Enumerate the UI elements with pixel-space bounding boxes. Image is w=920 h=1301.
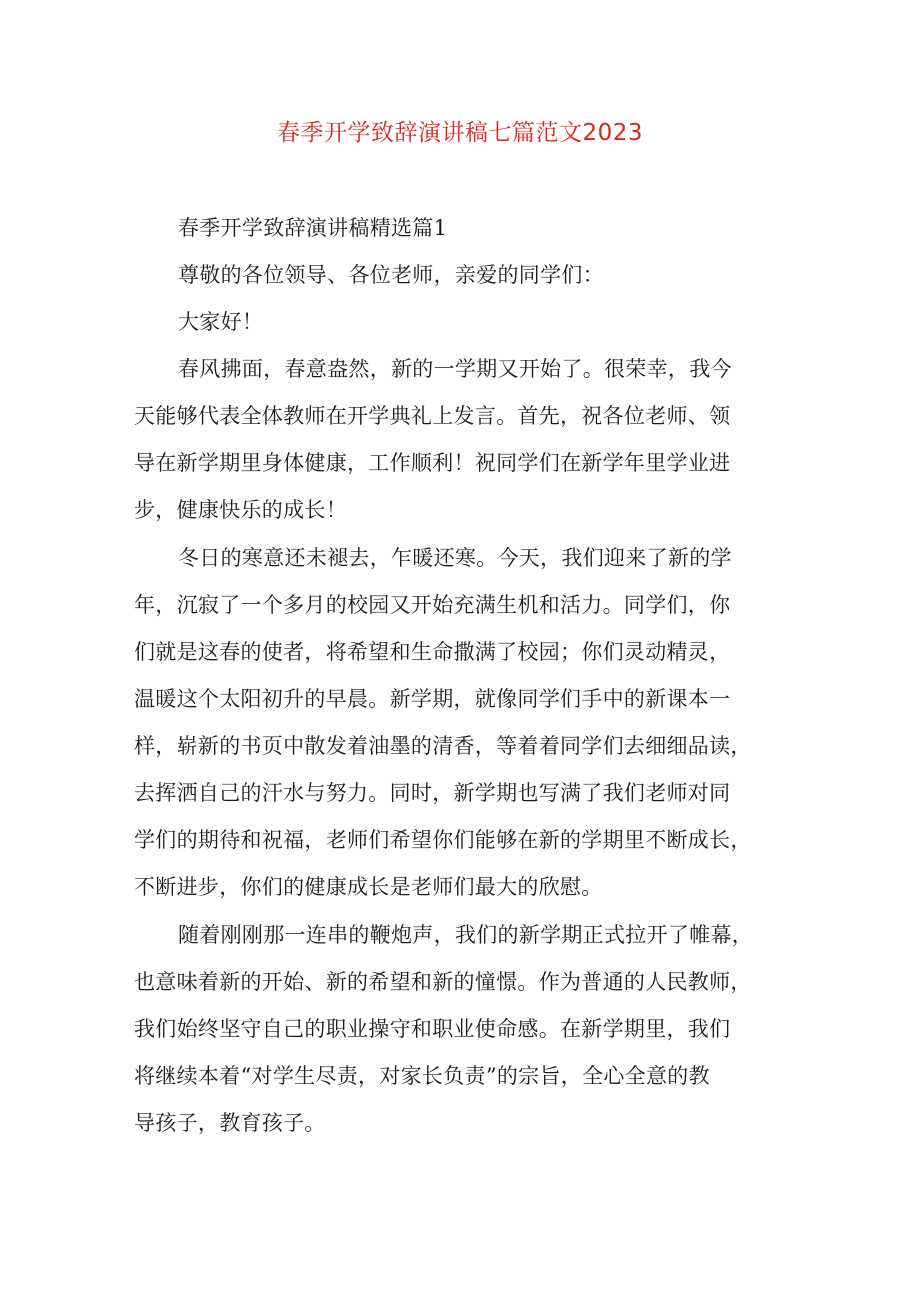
paragraph-line: 不断进步，你们的健康成长是老师们最大的欣慰。 bbox=[134, 875, 603, 899]
paragraph-line: 年，沉寂了一个多月的校园又开始充满生机和活力。同学们，你 bbox=[134, 593, 731, 617]
paragraph-line: 学们的期待和祝福，老师们希望你们能够在新的学期里不断成长， bbox=[134, 828, 752, 852]
paragraph-line: 也意味着新的开始、新的希望和新的憧憬。作为普通的人民教师， bbox=[134, 970, 752, 994]
paragraph-line: 冬日的寒意还未褪去，乍暖还寒。今天，我们迎来了新的学 bbox=[178, 546, 732, 570]
section-heading: 春季开学致辞演讲稿精选篇1 bbox=[178, 216, 448, 240]
paragraph-1 bbox=[134, 351, 790, 528]
paragraph-line: 导孩子，教育孩子。 bbox=[134, 1111, 326, 1135]
paragraph-line: 步，健康快乐的成长！ bbox=[134, 498, 347, 522]
paragraph-2 bbox=[134, 540, 790, 905]
paragraph-line: 导在新学期里身体健康，工作顺利！祝同学们在新学年里学业进 bbox=[134, 451, 731, 475]
paragraph-line: 我们始终坚守自己的职业操守和职业使命感。在新学期里，我们 bbox=[134, 1017, 731, 1041]
document-title: 春季开学致辞演讲稿七篇范文2023 bbox=[276, 120, 644, 146]
paragraph-3 bbox=[134, 917, 790, 1141]
paragraph-line: 样，崭新的书页中散发着油墨的清香，等着着同学们去细细品读， bbox=[134, 734, 752, 758]
paragraph-line: 将继续本着“对学生尽责，对家长负责”的宗旨，全心全意的教 bbox=[134, 1064, 710, 1088]
paragraph-line: 温暖这个太阳初升的早晨。新学期，就像同学们手中的新课本一 bbox=[134, 687, 731, 711]
paragraph-line: 去挥洒自己的汗水与努力。同时，新学期也写满了我们老师对同 bbox=[134, 781, 731, 805]
paragraph-line: 天能够代表全体教师在开学典礼上发言。首先，祝各位老师、领 bbox=[134, 404, 731, 428]
paragraph-line: 春风拂面，春意盎然，新的一学期又开始了。很荣幸，我今 bbox=[178, 357, 732, 381]
paragraph-line: 们就是这春的使者，将希望和生命撒满了校园；你们灵动精灵， bbox=[134, 640, 731, 664]
document-body bbox=[134, 210, 790, 1141]
paragraph-line: 随着刚刚那一连串的鞭炮声，我们的新学期正式拉开了帷幕， bbox=[178, 923, 754, 947]
salutation: 尊敬的各位领导、各位老师，亲爱的同学们： bbox=[178, 263, 604, 287]
greeting: 大家好！ bbox=[178, 310, 264, 334]
